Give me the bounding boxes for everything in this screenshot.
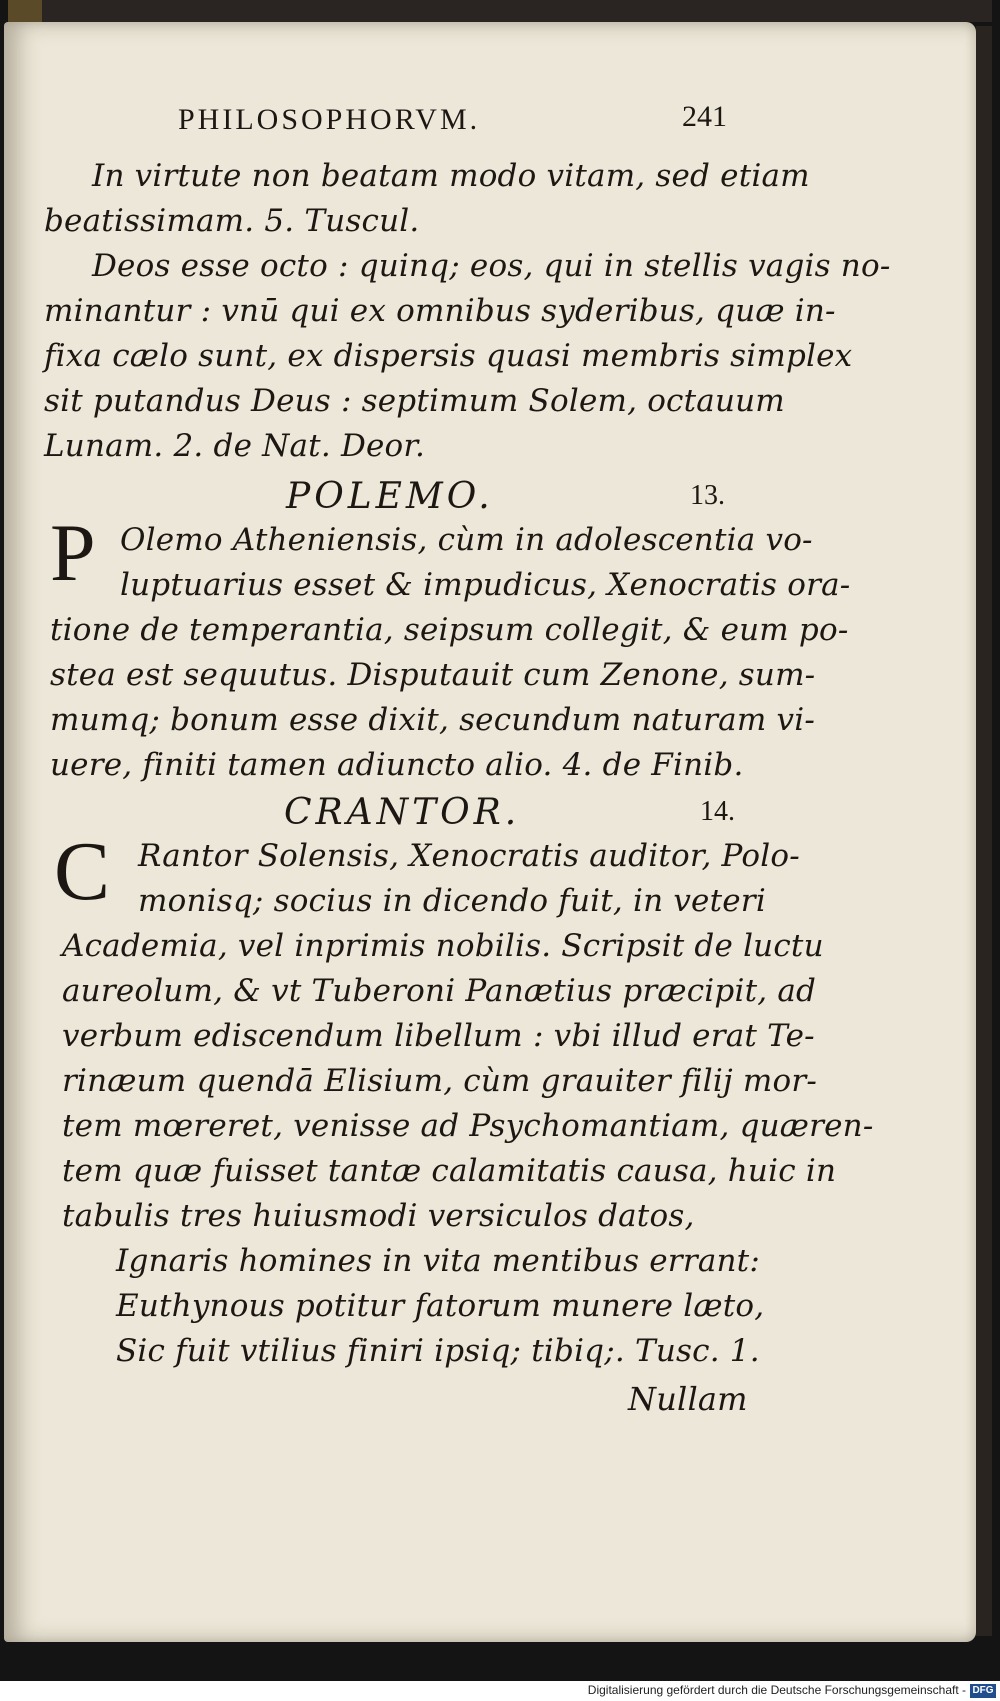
text-line: tabulis tres huiusmodi versiculos datos, bbox=[62, 1198, 695, 1234]
book-top-edge bbox=[42, 0, 992, 22]
text-line: Academia, vel inprimis nobilis. Scripsit de luctu bbox=[62, 928, 824, 964]
text-line: Olemo Atheniensis, cùm in adolescentia vo- bbox=[120, 522, 813, 558]
drop-cap-polemo: P bbox=[50, 507, 96, 598]
catchword: Nullam bbox=[628, 1380, 748, 1418]
dfg-logo: DFG bbox=[970, 1684, 996, 1698]
text-line: verbum ediscendum libellum : vbi illud erat Te- bbox=[62, 1018, 815, 1054]
text-line: Deos esse octo : quinq; eos, qui in stellis vagis no- bbox=[92, 248, 891, 284]
digitization-footer bbox=[0, 1681, 1000, 1701]
text-line: fixa cælo sunt, ex dispersis quasi membris simplex bbox=[44, 338, 853, 374]
drop-cap-crantor: C bbox=[54, 825, 111, 918]
text-line: luptuarius esset & impudicus, Xenocratis ora- bbox=[120, 567, 851, 603]
text-line: aureolum, & vt Tuberoni Panætius præcipit, ad bbox=[62, 973, 817, 1009]
running-head: PHILOSOPHORVM. bbox=[178, 103, 481, 136]
book-right-edge bbox=[976, 26, 992, 1636]
section-number-polemo: 13. bbox=[690, 480, 725, 511]
text-line: beatissimam. 5. Tuscul. bbox=[44, 203, 420, 239]
footer-text: Digitalisierung gefördert durch die Deutsche Forschungsgemeinschaft - bbox=[587, 1683, 966, 1697]
text-line: Lunam. 2. de Nat. Deor. bbox=[44, 428, 426, 464]
text-line: tem quæ fuisset tantæ calamitatis causa, huic in bbox=[62, 1153, 837, 1189]
text-line: In virtute non beatam modo vitam, sed etiam bbox=[92, 158, 810, 194]
section-number-crantor: 14. bbox=[700, 796, 735, 827]
text-line: uere, finiti tamen adiuncto alio. 4. de Finib. bbox=[50, 747, 744, 783]
verse-line: Euthynous potitur fatorum munere læto, bbox=[116, 1288, 765, 1324]
section-title-crantor: CRANTOR. bbox=[284, 792, 521, 833]
section-title-polemo: POLEMO. bbox=[286, 476, 494, 517]
text-line: minantur : vnū qui ex omnibus syderibus, quæ in- bbox=[44, 293, 836, 329]
verse-line: Ignaris homines in vita mentibus errant: bbox=[116, 1243, 760, 1279]
text-line: sit putandus Deus : septimum Solem, octauum bbox=[44, 383, 785, 419]
text-line: mumq; bonum esse dixit, secundum naturam vi- bbox=[50, 702, 816, 738]
verse-line: Sic fuit vtilius finiri ipsiq; tibiq;. Tusc. 1. bbox=[116, 1333, 760, 1369]
text-line: rinæum quendā Elisium, cùm grauiter filij mor- bbox=[62, 1063, 818, 1099]
text-line: stea est sequutus. Disputauit cum Zenone, sum- bbox=[50, 657, 816, 693]
text-line: Rantor Solensis, Xenocratis auditor, Polo- bbox=[138, 838, 800, 874]
text-line: monisq; socius in dicendo fuit, in veteri bbox=[138, 883, 766, 919]
page-number: 241 bbox=[682, 100, 727, 133]
text-line: tione de temperantia, seipsum collegit, & eum po- bbox=[50, 612, 849, 648]
text-line: tem mœreret, venisse ad Psychomantiam, quæren- bbox=[62, 1108, 874, 1144]
